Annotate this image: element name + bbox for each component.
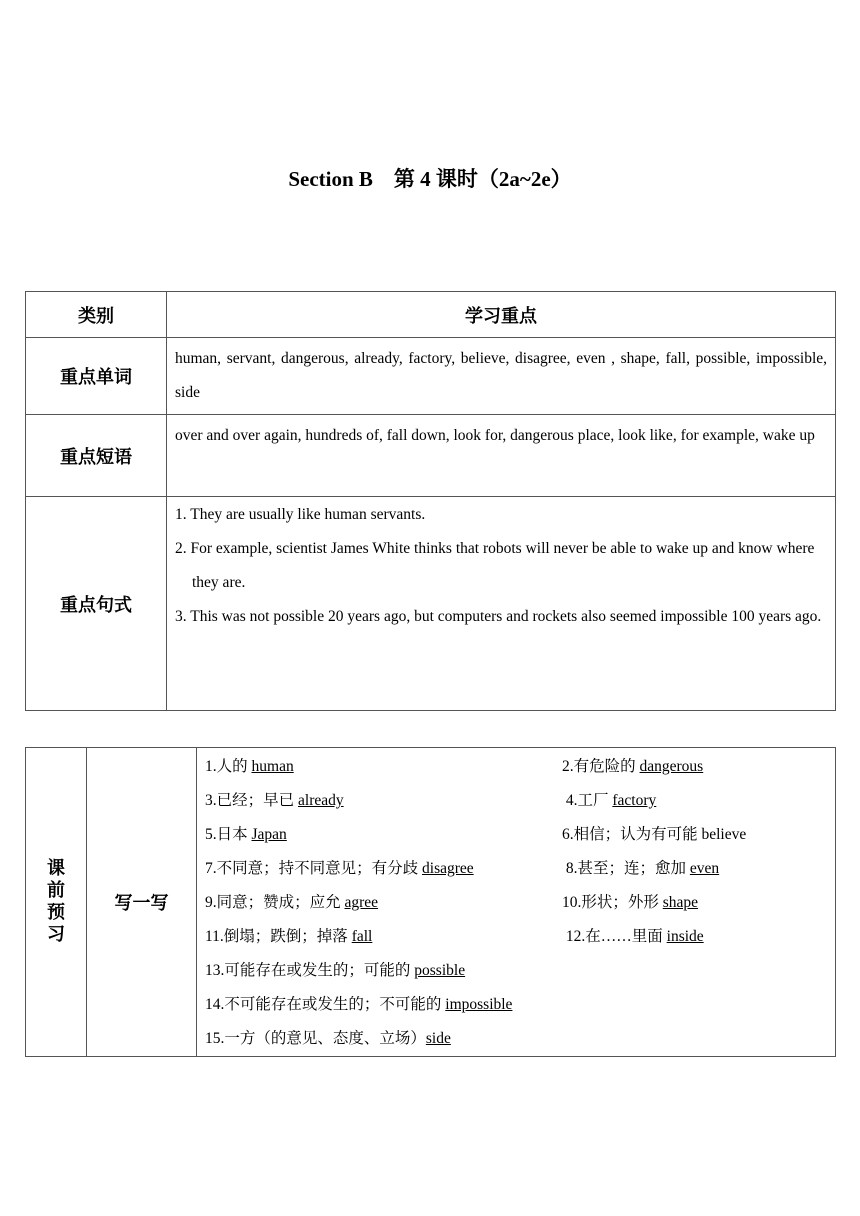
header-category: 类别 <box>26 292 167 338</box>
vocab-row <box>205 852 827 886</box>
focus-row-words <box>26 338 836 415</box>
category-phrases: 重点短语 <box>26 415 167 497</box>
phrases-content: over and over again, hundreds of, fall down, look for, dangerous place, look like, for example, wake up <box>167 415 836 497</box>
vocab-row <box>205 988 827 1022</box>
vocab-item-14: 14.不可能存在或发生的；不可能的 impossible <box>205 996 513 1013</box>
preview-table <box>25 747 836 1057</box>
sentences-content <box>167 497 836 711</box>
vocab-item-3: 3.已经；早已 already <box>205 792 344 809</box>
vocab-item-8: 8.甚至；连；愈加 even <box>562 860 720 877</box>
words-content: human, servant, dangerous, already, factory, believe, disagree, even , shape, fall, possible, impossible, side <box>167 338 836 415</box>
vocab-item-11: 11.倒塌；跌倒；掉落 fall <box>205 928 373 945</box>
vocab-item-12: 12.在……里面 inside <box>562 928 704 945</box>
focus-table-header-row <box>26 292 836 338</box>
vocab-row <box>205 886 827 920</box>
task-label: 写一写 <box>87 748 197 1057</box>
vocab-item-5: 5.日本 Japan <box>205 826 287 843</box>
side-label-text: 课前预习 <box>47 858 65 945</box>
focus-row-sentences <box>26 497 836 711</box>
vocab-item-2: 2.有危险的 dangerous <box>562 758 704 775</box>
vocab-item-10: 10.形状；外形 shape <box>562 894 699 911</box>
vocab-row <box>205 784 827 818</box>
sentence-1: 1. They are usually like human servants. <box>175 506 426 523</box>
vocab-item-4: 4.工厂 factory <box>562 792 657 809</box>
vocab-row <box>205 818 827 852</box>
sentence-2: 2. For example, scientist James White thinks that robots will never be able to wake up and know where they are. <box>175 540 815 591</box>
vocab-row <box>205 920 827 954</box>
focus-row-phrases <box>26 415 836 497</box>
vocab-item-15: 15.一方（的意见、态度、立场）side <box>205 1030 451 1047</box>
category-sentences: 重点句式 <box>26 497 167 711</box>
focus-table <box>25 291 836 711</box>
sentence-3: 3. This was not possible 20 years ago, but computers and rockets also seemed impossible 100 years ago. <box>175 608 822 625</box>
vocab-row <box>205 954 827 988</box>
category-words: 重点单词 <box>26 338 167 415</box>
vocab-item-1: 1.人的 human <box>205 758 294 775</box>
vocab-item-7: 7.不同意；持不同意见；有分歧 disagree <box>205 860 474 877</box>
vocab-item-13: 13.可能存在或发生的；可能的 possible <box>205 962 466 979</box>
vocab-item-9: 9.同意；赞成；应允 agree <box>205 894 379 911</box>
vocab-row <box>205 1022 827 1056</box>
page-title: Section B 第 4 课时（2a~2e） <box>288 167 572 191</box>
vocab-item-6: 6.相信；认为有可能 believe <box>562 826 747 843</box>
vocab-list <box>197 748 836 1057</box>
preview-side-label <box>26 748 87 1057</box>
preview-row <box>26 748 836 1057</box>
vocab-row <box>205 750 827 784</box>
header-focus: 学习重点 <box>167 292 836 338</box>
